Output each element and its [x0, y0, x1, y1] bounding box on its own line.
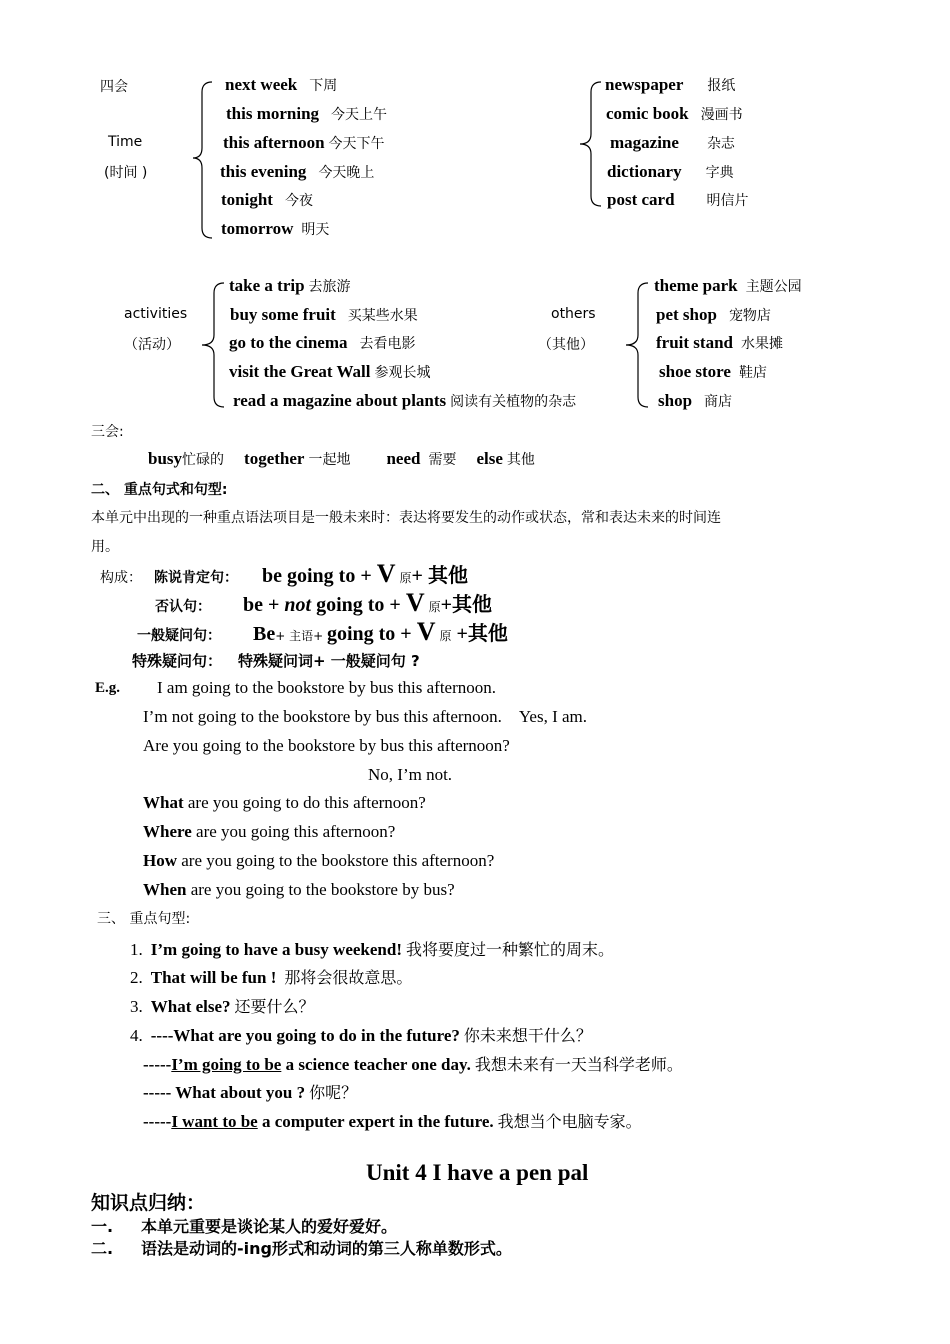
vocab-item: this evening 今天晚上 — [220, 162, 375, 181]
vocab-item: this afternoon 今天下午 — [223, 133, 385, 152]
affirmative-rule: 构成： 陈说肯定句： be going to + V 原+ 其他 — [100, 559, 468, 588]
vocab-item: this morning 今天上午 — [226, 104, 388, 123]
others-brace — [622, 281, 652, 411]
example-label: E.g. — [95, 680, 121, 696]
example-sentence: I’m not going to the bookstore by bus this afternoon. Yes, I am. — [143, 707, 588, 726]
vocab-item: tonight 今夜 — [221, 190, 313, 209]
example-sentence: Are you going to the bookstore by bus this afternoon? — [143, 736, 510, 755]
others-label-cn: （其他） — [538, 337, 594, 353]
section-2-intro: 本单元中出现的一种重点语法项目是一般未来时：表达将要发生的动作或状态，常和表达未来的时间连 — [91, 510, 721, 526]
summary-heading: 知识点归纳： — [91, 1192, 206, 1214]
activities-brace — [198, 281, 228, 411]
key-sentence: 2. That will be fun ! 那将会很故意思。 — [130, 968, 413, 987]
negative-rule: 否认句： be + not going to + V 原+其他 — [155, 588, 493, 617]
others-label: others — [551, 306, 596, 322]
time-label-cn: (时间 ) — [104, 165, 148, 181]
four-skills-label: 四会 — [100, 79, 128, 95]
summary-point: 二. 语法是动词的-ing形式和动词的第三人称单数形式。 — [91, 1239, 512, 1258]
section-3-heading: 三、 重点句型: — [97, 911, 191, 927]
section-2-heading: 二、 重点句式和句型: — [91, 482, 228, 498]
summary-point: 一. 本单元重要是谈论某人的爱好爱好。 — [91, 1217, 397, 1236]
vocab-item: newspaper 报纸 — [605, 75, 736, 94]
vocab-item: visit the Great Wall 参观长城 — [229, 362, 431, 381]
example-sentence: I am going to the bookstore by bus this afternoon. — [157, 678, 497, 697]
question-rule: 一般疑问句： Be+ 主语+ going to + V 原 +其他 — [137, 617, 508, 646]
vocab-item: theme park 主题公园 — [654, 276, 802, 295]
activities-label-cn: （活动） — [124, 337, 180, 353]
activities-label: activities — [124, 306, 188, 322]
key-sentence: 3. What else? 还要什么？ — [130, 997, 315, 1016]
vocab-item: read a magazine about plants 阅读有关植物的杂志 — [233, 391, 577, 410]
vocab-item: next week 下周 — [225, 75, 338, 94]
dialog-line: -----I want to be a computer expert in the future. 我想当个电脑专家。 — [143, 1112, 642, 1131]
vocab-item: pet shop 宠物店 — [656, 305, 771, 324]
vocab-item: magazine 杂志 — [610, 133, 735, 152]
wh-example: How are you going to the bookstore this afternoon? — [143, 851, 495, 870]
special-question-rule: 特殊疑问句： 特殊疑问词+ 一般疑问句 ? — [132, 652, 420, 670]
wh-example: Where are you going this afternoon? — [143, 822, 396, 841]
three-skills-words: busy忙碌的 together 一起地 need 需要 else 其他 — [148, 449, 535, 468]
example-sentence: No, I’m not. — [368, 765, 453, 784]
three-skills-label: 三会: — [91, 424, 124, 440]
key-sentence: 4. ----What are you going to do in the future? 你未来想干什么？ — [130, 1026, 592, 1045]
vocab-item: take a trip 去旅游 — [229, 276, 351, 295]
section-2-intro-cont: 用。 — [91, 539, 119, 555]
vocab-item: shop 商店 — [658, 391, 733, 410]
vocab-item: buy some fruit 买某些水果 — [230, 305, 418, 324]
vocab-item: comic book 漫画书 — [606, 104, 743, 123]
wh-example: When are you going to the bookstore by bus? — [143, 880, 455, 899]
reading-brace — [575, 80, 605, 210]
time-brace — [190, 80, 220, 240]
vocab-item: post card 明信片 — [607, 190, 749, 209]
vocab-item: go to the cinema 去看电影 — [229, 333, 416, 352]
vocab-item: fruit stand 水果摊 — [656, 333, 783, 352]
vocab-item: tomorrow 明天 — [221, 219, 330, 238]
wh-example: What are you going to do this afternoon? — [143, 793, 426, 812]
vocab-item: dictionary 字典 — [607, 162, 734, 181]
vocab-item: shoe store 鞋店 — [659, 362, 767, 381]
dialog-line: -----I’m going to be a science teacher one day. 我想未来有一天当科学老师。 — [143, 1055, 683, 1074]
key-sentence: 1. I’m going to have a busy weekend! 我将要度过一种繁忙的周末。 — [130, 940, 615, 959]
unit-4-title: Unit 4 I have a pen pal — [366, 1160, 589, 1185]
dialog-line: ----- What about you ? 你呢？ — [143, 1083, 358, 1102]
time-label: Time — [108, 134, 143, 150]
